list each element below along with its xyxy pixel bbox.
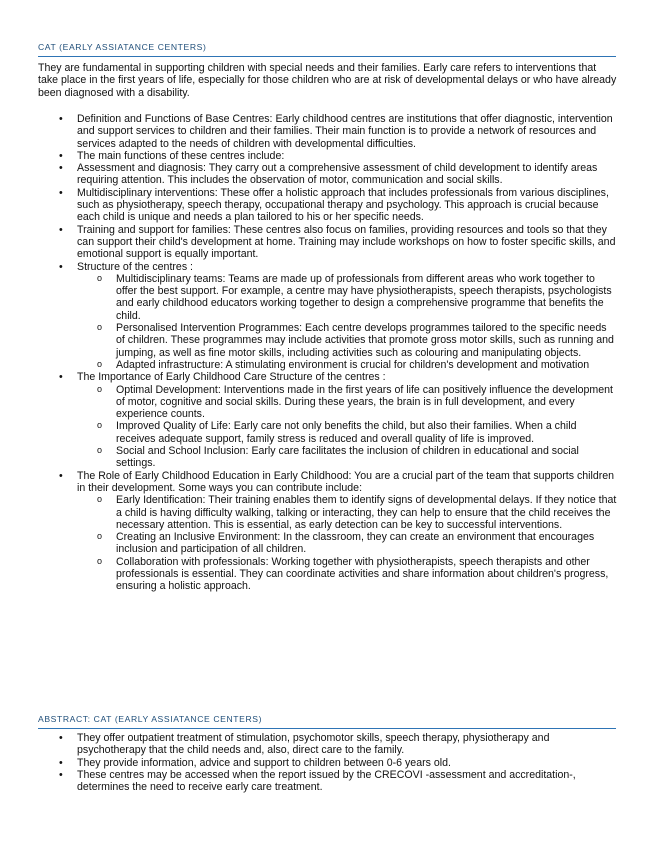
list-item: • Multidisciplinary interventions: These offer a holistic approach that includes professionals from various disciplines, such as physiotherapy, speech therapy, occupational therapy and psychology. This approach is crucial because each child is unique and needs a plan tailored to his or her specific needs. [38,187,618,224]
sub-list-item: o Early Identification: Their training enables them to identify signs of developmental delays. If they notice that a child is having difficulty walking, talking or interacting, they can help to ensure that the child receives the necessary attention. This is essential, as early detection can be key to successful interventions. [77,494,618,531]
list-item: • Training and support for families: These centres also focus on families, providing resources and tools so that they can support their child's development at home. Training may include workshops on how to foster specific skills, and emotional support is equally important. [38,224,618,261]
list-item: • Definition and Functions of Base Centres: Early childhood centres are institutions that offer diagnostic, intervention and support services to children and their families. Their main function is to provide a network of resources and services adapted to the needs of children with developmental difficulties. [38,113,618,150]
sub-list-item: o Multidisciplinary teams: Teams are made up of professionals from different areas who work together to offer the best support. For example, a centre may have physiotherapists, speech therapists, psychologists and early childhood educators working together to design a comprehensive programme that benefits the child. [77,273,618,322]
list-item: • These centres may be accessed when the report issued by the CRECOVI -assessment and accreditation-, determines the need to receive early care treatment. [38,769,618,794]
role-sublist [77,494,618,592]
section-heading-cat: CAT (EARLY ASSIATANCE CENTERS) [38,42,616,57]
list-item: • They provide information, advice and support to children between 0-6 years old. [38,757,618,769]
sub-list-item: o Social and School Inclusion: Early care facilitates the inclusion of children in educational and social settings. [77,445,618,470]
list-item-importance [38,371,618,469]
sub-list-item: o Optimal Development: Interventions made in the first years of life can positively influence the development of motor, cognitive and social skills. During these years, the brain is in full development, and every experience counts. [77,384,618,421]
structure-sublist [77,273,618,371]
list-item: • The main functions of these centres include: [38,150,618,162]
list-item: • They offer outpatient treatment of stimulation, psychomotor skills, speech therapy, physiotherapy and psychotherapy that the child needs and, also, direct care to the family. [38,732,618,757]
list-item-role [38,470,618,593]
list-item-label: The Importance of Early Childhood Care Structure of the centres : [77,371,386,384]
importance-sublist [77,384,618,470]
list-item-label: The Role of Early Childhood Education in Early Childhood: You are a crucial part of the team that supports children in their development. Some ways you can contribute include: [77,469,615,494]
section-heading-abstract: ABSTRACT: CAT (EARLY ASSIATANCE CENTERS) [38,714,616,729]
sub-list-item: o Improved Quality of Life: Early care not only benefits the child, but also their families. When a child receives adequate support, family stress is reduced and overall quality of life is improved. [77,420,618,445]
sub-list-item: o Creating an Inclusive Environment: In the classroom, they can create an environment that encourages inclusion and participation of all children. [77,531,618,556]
sub-list-item: o Adapted infrastructure: A stimulating environment is crucial for children's development and motivation [77,359,618,371]
sub-list-item: o Collaboration with professionals: Working together with physiotherapists, speech therapists and other professionals is essential. They can coordinate activities and share information about children's progress, ensuring a holistic approach. [77,556,618,593]
abstract-bullet-list [38,732,618,793]
sub-list-item: o Personalised Intervention Programmes: Each centre develops programmes tailored to the specific needs of children. These programmes may include activities that promote gross motor skills, such as running and jumping, as well as fine motor skills, including activities such as colouring and manipulating objects. [77,322,618,359]
list-item-label: Structure of the centres : [77,260,193,273]
list-item-structure [38,261,618,372]
intro-paragraph: They are fundamental in supporting children with special needs and their families. Early care refers to interventions that take place in the first years of life, especially for those children who are at risk of developmental delays or who have already been diagnosed with a disability. [38,62,617,99]
main-bullet-list [38,113,618,593]
list-item: • Assessment and diagnosis: They carry out a comprehensive assessment of child development to identify areas requiring attention. This includes the observation of motor, communication and social skills. [38,162,618,187]
